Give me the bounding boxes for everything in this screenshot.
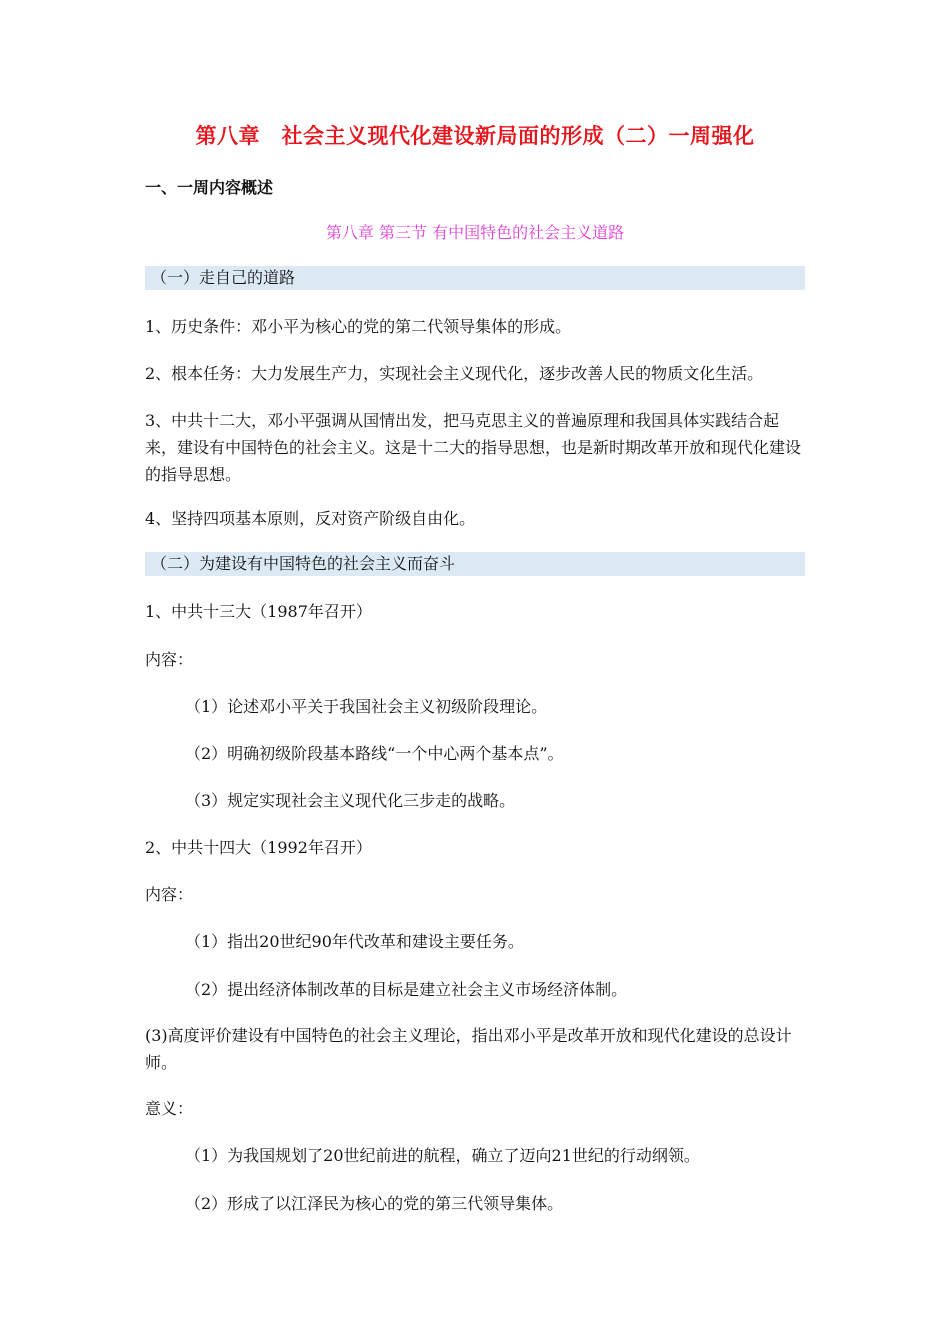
congress14-point-1: （1）指出20世纪90年代改革和建设主要任务。 — [185, 932, 524, 951]
congress14-point-2: （2）提出经济体制改革的目标是建立社会主义市场经济体制。 — [185, 980, 628, 999]
congress13-point-1: （1）论述邓小平关于我国社会主义初级阶段理论。 — [185, 697, 548, 716]
congress14-title: 2、中共十四大（1992年召开） — [145, 838, 372, 857]
congress14-significance-label: 意义： — [145, 1099, 194, 1118]
chapter-subtitle: 第八章 第三节 有中国特色的社会主义道路 — [325, 223, 625, 242]
congress13-point-2: （2）明确初级阶段基本路线“一个中心两个基本点”。 — [185, 744, 564, 763]
part1-heading: （一）走自己的道路 — [145, 266, 805, 290]
congress13-title: 1、中共十三大（1987年召开） — [145, 602, 372, 621]
congress13-point-3: （3）规定实现社会主义现代化三步走的战略。 — [185, 791, 516, 810]
significance-point-2: （2）形成了以江泽民为核心的党的第三代领导集体。 — [185, 1194, 564, 1213]
congress13-content-label: 内容： — [145, 650, 194, 669]
part1-item-4: 4、坚持四项基本原则，反对资产阶级自由化。 — [145, 509, 476, 528]
page-title: 第八章 社会主义现代化建设新局面的形成（二）一周强化 — [195, 124, 755, 148]
part1-item-2: 2、根本任务：大力发展生产力，实现社会主义现代化，逐步改善人民的物质文化生活。 — [145, 364, 764, 383]
part2-heading: （二）为建设有中国特色的社会主义而奋斗 — [145, 552, 805, 576]
significance-point-1: （1）为我国规划了20世纪前进的航程，确立了迈向21世纪的行动纲领。 — [185, 1146, 700, 1165]
section-heading: 一、一周内容概述 — [145, 178, 274, 197]
part1-item-1: 1、历史条件：邓小平为核心的党的第二代领导集体的形成。 — [145, 317, 572, 336]
part1-item-3: 3、中共十二大，邓小平强调从国情出发，把马克思主义的普遍原理和我国具体实践结合起来，建设有中国特色的社会主义。这是十二大的指导思想，也是新时期改革开放和现代化建设的指导思想。 — [145, 411, 802, 484]
congress14-content-label: 内容： — [145, 885, 194, 904]
congress14-point-3: (3)高度评价建设有中国特色的社会主义理论，指出邓小平是改革开放和现代化建设的总设计师。 — [145, 1026, 792, 1072]
